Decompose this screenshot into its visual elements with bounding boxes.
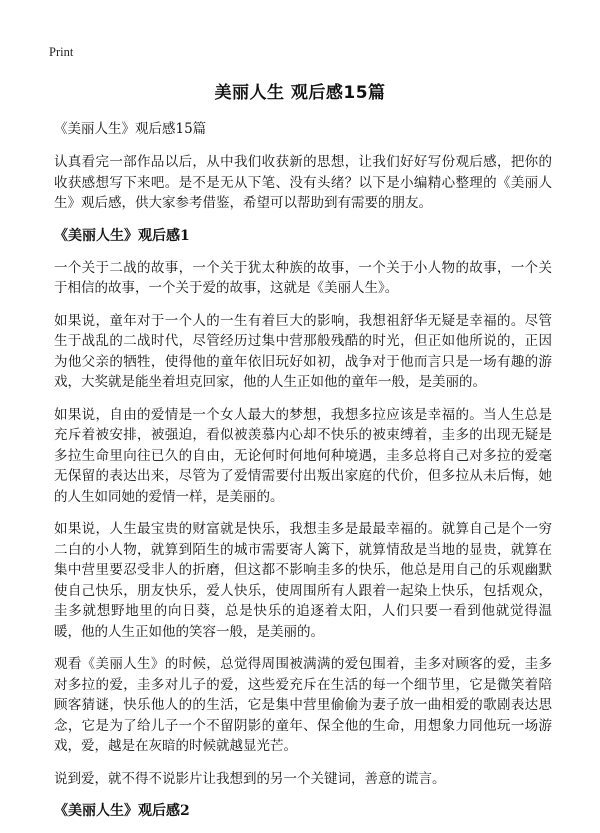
document-subtitle: 《美丽人生》观后感15篇 (54, 121, 207, 137)
section-1-paragraph-2: 如果说，童年对于一个人的一生有着巨大的影响，我想祖舒华无疑是幸福的。尽管生于战乱的二战时代，尽管经历过集中营那般残酷的时光，但正如他所说的，正因为他父亲的牺牲，使得他的童年依旧玩好如初，战争对于他而言只是一场有趣的游戏，大奖就是能坐着坦克回家，他的人生正如他的童年一般，是美丽的。 (54, 312, 552, 390)
document-title: 美丽人生 观后感15篇 (214, 83, 386, 103)
section-1-paragraph-6: 说到爱，就不得不说影片让我想到的另一个关键词，善意的谎言。 (54, 770, 446, 787)
section-1-paragraph-4: 如果说，人生最宝贵的财富就是快乐，我想圭多是最最幸福的。就算自己是个一穷二白的小人物，就算到陌生的城市需要寄人篱下，就算情敌是当地的显贵，就算在集中营里要忍受非人的折磨，但这都不影响圭多的快乐，他总是用自己的乐观幽默使自己快乐，朋友快乐，爱人快乐，使周围所有人跟着一起染上快乐，包括观众，圭多就想野地里的向日葵，总是快乐的追逐着太阳，人们只要一看到他就觉得温暖，他的人生正如他的笑容一般，是美丽的。 (54, 521, 552, 640)
section-heading-1: 《美丽人生》观后感1 (54, 227, 190, 244)
section-1-paragraph-1: 一个关于二战的故事，一个关于犹太种族的故事，一个关于小人物的故事，一个关于相信的故事，一个关于爱的故事，这就是《美丽人生》。 (54, 259, 552, 296)
print-link[interactable]: Print (49, 45, 74, 59)
document-body (54, 119, 552, 833)
section-1-paragraph-5: 观看《美丽人生》的时候，总觉得周围被满满的爱包围着，圭多对顾客的爱，圭多对多拉的爱，圭多对儿子的爱，这些爱充斥在生活的每一个细节里，它是微笑着陪顾客猜谜，快乐他人的的生活，它是集中营里偷偷为妻子放一曲相爱的歌剧表达思念，它是为了给儿子一个不留阴影的童年、保全他的生命，用想象力同他玩一场游戏，爱，越是在灰暗的时候就越显光芒。 (54, 656, 552, 754)
section-1-paragraph-3: 如果说，自由的爱情是一个女人最大的梦想，我想多拉应该是幸福的。当人生总是充斥着被安排，被强迫，看似被羡慕内心却不快乐的被束缚着，圭多的出现无疑是多拉生命里向往已久的自由，无论何时何地何种境遇，圭多总将自己对多拉的爱毫无保留的表达出来，尽管为了爱情需要付出叛出家庭的代价，但多拉从未后悔，她的人生如同她的爱情一样，是美丽的。 (54, 406, 552, 505)
section-heading-2: 《美丽人生》观后感2 (54, 803, 190, 819)
intro-paragraph: 认真看完一部作品以后，从中我们收获新的思想，让我们好好写份观后感，把你的收获感想写下来吧。是不是无从下笔、没有头绪？以下是小编精心整理的《美丽人生》观后感，供大家参考借鉴，希望可以帮助到有需要的朋友。 (54, 154, 552, 211)
